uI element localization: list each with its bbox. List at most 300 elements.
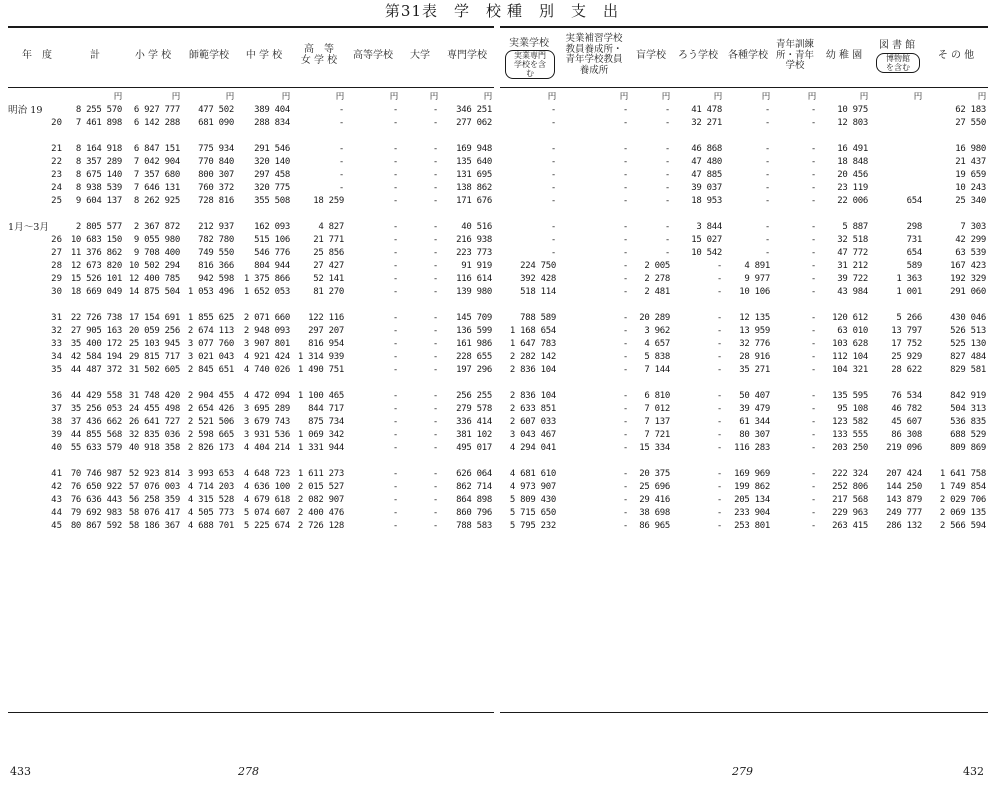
spacer-cell — [500, 130, 988, 143]
table-cell: 17 752 — [891, 339, 922, 349]
table-cell: 70 746 987 — [70, 469, 122, 479]
unit-cell: 円 — [171, 92, 180, 102]
table-cell: - — [622, 287, 628, 297]
table-cell: - — [716, 482, 722, 492]
table-cell: 171 676 — [456, 196, 492, 206]
table-cell: - — [764, 222, 770, 232]
table-cell: 205 134 — [734, 495, 770, 505]
table-cell: 2 904 455 — [187, 391, 234, 401]
page-number-far-right: 432 — [963, 765, 984, 778]
table-cell: 39 037 — [691, 183, 722, 193]
year-cell: 39 — [51, 430, 62, 440]
table-row — [8, 338, 494, 351]
header-middle: 中 学 校 — [245, 50, 283, 61]
table-cell: 58 186 367 — [128, 521, 180, 531]
table-cell: 10 502 294 — [128, 261, 180, 271]
table-cell: 95 108 — [837, 404, 868, 414]
table-cell: 167 423 — [950, 261, 986, 271]
table-cell — [870, 117, 924, 130]
table-cell: 18 848 — [837, 157, 868, 167]
table-cell: - — [392, 443, 398, 453]
table-cell: - — [810, 222, 816, 232]
table-row — [8, 325, 494, 338]
table-cell: 2 069 135 — [939, 508, 986, 518]
table-cell: 135 640 — [456, 157, 492, 167]
table-cell: 1 331 944 — [297, 443, 344, 453]
table-cell: 2 826 173 — [187, 443, 234, 453]
spacer-row — [8, 377, 494, 390]
table-cell: - — [622, 482, 628, 492]
table-cell: - — [392, 248, 398, 258]
table-cell: - — [622, 365, 628, 375]
table-row — [8, 234, 494, 247]
table-cell: 47 480 — [691, 157, 722, 167]
table-row — [8, 143, 494, 156]
table-cell: - — [810, 326, 816, 336]
table-cell: - — [810, 521, 816, 531]
table-title-right: 種 別 支 出 — [507, 2, 620, 20]
table-cell: 681 090 — [198, 118, 234, 128]
unit-cell: 円 — [859, 92, 868, 102]
table-cell: - — [764, 157, 770, 167]
table-cell: 4 688 701 — [187, 521, 234, 531]
table-cell: 6 927 777 — [133, 105, 180, 115]
table-cell: - — [432, 352, 438, 362]
table-cell: 8 255 570 — [75, 105, 122, 115]
year-cell: 26 — [51, 235, 62, 245]
table-row — [8, 195, 494, 208]
table-cell: - — [432, 196, 438, 206]
table-cell: - — [622, 469, 628, 479]
table-cell: - — [810, 482, 816, 492]
table-cell: 2 566 594 — [939, 521, 986, 531]
spacer-cell — [8, 455, 494, 468]
header-misc: 各種学校 — [728, 50, 768, 61]
table-cell: 143 879 — [886, 495, 922, 505]
table-row — [8, 429, 494, 442]
year-cell: 23 — [51, 170, 62, 180]
table-cell: 4 827 — [318, 222, 344, 232]
unit-cell: 円 — [661, 92, 670, 102]
table-cell: 29 416 — [639, 495, 670, 505]
year-cell: 36 — [51, 391, 62, 401]
table-cell: 203 250 — [832, 443, 868, 453]
table-cell: 52 923 814 — [128, 469, 180, 479]
table-cell: 3 907 801 — [243, 339, 290, 349]
expenditure-table-left — [8, 91, 494, 533]
table-cell: 18 953 — [691, 196, 722, 206]
table-cell: 219 096 — [886, 443, 922, 453]
year-cell: 32 — [51, 326, 62, 336]
header-blind: 盲学校 — [636, 50, 666, 61]
table-cell: - — [338, 170, 344, 180]
spacer-cell — [500, 455, 988, 468]
table-cell: - — [664, 196, 670, 206]
table-cell: 207 424 — [886, 469, 922, 479]
table-cell: - — [810, 430, 816, 440]
table-cell: 4 315 528 — [187, 495, 234, 505]
table-cell: 45 607 — [891, 417, 922, 427]
table-cell: 80 867 592 — [70, 521, 122, 531]
table-cell: 9 604 137 — [75, 196, 122, 206]
table-cell: - — [392, 417, 398, 427]
table-cell: - — [810, 183, 816, 193]
table-cell: - — [392, 339, 398, 349]
table-cell: 35 256 053 — [70, 404, 122, 414]
table-cell: 336 414 — [456, 417, 492, 427]
table-cell: 44 855 568 — [70, 430, 122, 440]
table-cell: 169 969 — [734, 469, 770, 479]
table-cell: - — [432, 521, 438, 531]
table-cell: 2 481 — [644, 287, 670, 297]
table-cell: - — [432, 482, 438, 492]
table-cell: 829 581 — [950, 365, 986, 375]
page-number-left: 278 — [238, 765, 259, 778]
header-vocational: 実業学校 — [509, 38, 549, 49]
table-cell: - — [392, 352, 398, 362]
table-cell: - — [392, 391, 398, 401]
table-row — [8, 221, 494, 234]
table-cell: 3 993 653 — [187, 469, 234, 479]
year-cell: 43 — [51, 495, 62, 505]
unit-cell: 円 — [713, 92, 722, 102]
table-cell: 80 307 — [739, 430, 770, 440]
table-row — [8, 403, 494, 416]
table-cell: 4 505 773 — [187, 508, 234, 518]
table-cell: 788 589 — [520, 313, 556, 323]
table-cell: 228 655 — [456, 352, 492, 362]
table-cell: - — [622, 144, 628, 154]
table-cell: - — [664, 235, 670, 245]
header-special: 専門学校 — [447, 50, 487, 61]
table-cell: 5 809 430 — [509, 495, 556, 505]
table-cell: 430 046 — [950, 313, 986, 323]
unit-cell: 円 — [429, 92, 438, 102]
table-cell: 138 862 — [456, 183, 492, 193]
table-cell: - — [716, 443, 722, 453]
year-cell: 28 — [51, 261, 62, 271]
table-cell: 546 776 — [254, 248, 290, 258]
table-cell: 320 140 — [254, 157, 290, 167]
table-row — [500, 442, 988, 455]
table-cell: 3 695 289 — [243, 404, 290, 414]
table-cell: 16 980 — [955, 144, 986, 154]
table-cell: 495 017 — [456, 443, 492, 453]
table-cell: 2 367 872 — [133, 222, 180, 232]
table-cell: - — [432, 170, 438, 180]
table-cell: - — [432, 157, 438, 167]
table-cell: 86 308 — [891, 430, 922, 440]
table-cell: 626 064 — [456, 469, 492, 479]
table-cell: 389 404 — [254, 105, 290, 115]
table-cell: - — [764, 170, 770, 180]
table-cell: 2 082 907 — [297, 495, 344, 505]
table-cell: - — [716, 339, 722, 349]
table-cell: - — [810, 417, 816, 427]
table-row — [500, 104, 988, 117]
table-cell: 40 516 — [461, 222, 492, 232]
table-cell: - — [622, 196, 628, 206]
table-cell: 7 012 — [644, 404, 670, 414]
spacer-row — [500, 455, 988, 468]
table-cell: 4 679 618 — [243, 495, 290, 505]
table-cell: 12 400 785 — [128, 274, 180, 284]
table-cell: - — [392, 521, 398, 531]
table-cell: 298 — [906, 222, 922, 232]
table-cell: - — [622, 261, 628, 271]
table-row — [8, 494, 494, 507]
table-cell: 7 303 — [960, 222, 986, 232]
table-cell: - — [622, 391, 628, 401]
table-cell: 12 135 — [739, 313, 770, 323]
table-cell: 1 647 783 — [509, 339, 556, 349]
table-row — [500, 507, 988, 520]
table-cell: - — [432, 274, 438, 284]
table-cell: 32 776 — [739, 339, 770, 349]
table-cell: - — [716, 495, 722, 505]
table-row — [500, 481, 988, 494]
table-cell: 1 168 654 — [509, 326, 556, 336]
table-cell: - — [664, 183, 670, 193]
table-cell: 816 954 — [308, 339, 344, 349]
year-cell: 38 — [51, 417, 62, 427]
table-cell: 654 — [906, 196, 922, 206]
table-cell: 15 526 101 — [70, 274, 122, 284]
table-cell: - — [392, 482, 398, 492]
table-cell: 526 513 — [950, 326, 986, 336]
table-row — [500, 429, 988, 442]
table-cell: 297 207 — [308, 326, 344, 336]
table-cell: 355 508 — [254, 196, 290, 206]
table-cell: 18 259 — [313, 196, 344, 206]
table-cell: 135 595 — [832, 391, 868, 401]
table-cell: 288 834 — [254, 118, 290, 128]
table-cell: - — [716, 417, 722, 427]
year-cell: 明治 19 — [8, 105, 43, 116]
table-cell: 223 773 — [456, 248, 492, 258]
table-row — [8, 247, 494, 260]
table-row — [500, 169, 988, 182]
table-cell: 5 838 — [644, 352, 670, 362]
table-cell: 47 885 — [691, 170, 722, 180]
table-cell: - — [338, 118, 344, 128]
table-cell: 145 709 — [456, 313, 492, 323]
table-cell: - — [392, 235, 398, 245]
table-cell: 17 154 691 — [128, 313, 180, 323]
table-cell: 136 599 — [456, 326, 492, 336]
table-cell: 139 980 — [456, 287, 492, 297]
table-cell: - — [338, 144, 344, 154]
table-cell: - — [622, 339, 628, 349]
table-cell: - — [392, 105, 398, 115]
table-row — [8, 273, 494, 286]
table-row — [500, 520, 988, 533]
table-cell: 76 650 922 — [70, 482, 122, 492]
table-cell: 233 904 — [734, 508, 770, 518]
table-cell: - — [716, 430, 722, 440]
table-cell: 5 266 — [896, 313, 922, 323]
unit-cell: 円 — [483, 92, 492, 102]
table-row — [500, 156, 988, 169]
table-cell: 6 810 — [644, 391, 670, 401]
table-cell: 13 959 — [739, 326, 770, 336]
table-cell: - — [622, 326, 628, 336]
table-row — [500, 117, 988, 130]
table-cell: - — [338, 105, 344, 115]
table-cell: 1 069 342 — [297, 430, 344, 440]
table-cell: 4 681 610 — [509, 469, 556, 479]
table-cell: 688 529 — [950, 430, 986, 440]
table-cell: - — [664, 248, 670, 258]
table-cell: 29 815 717 — [128, 352, 180, 362]
unit-row — [8, 91, 494, 104]
table-cell: 32 835 036 — [128, 430, 180, 440]
table-cell: 91 919 — [461, 261, 492, 271]
table-cell: 7 137 — [644, 417, 670, 427]
unit-cell: 円 — [761, 92, 770, 102]
bottom-rule-left — [8, 712, 494, 713]
table-cell: - — [392, 170, 398, 180]
spacer-row — [8, 130, 494, 143]
table-cell: 28 916 — [739, 352, 770, 362]
table-cell: 8 262 925 — [133, 196, 180, 206]
table-row — [8, 442, 494, 455]
table-cell: - — [810, 352, 816, 362]
table-cell: - — [810, 313, 816, 323]
table-row — [8, 390, 494, 403]
table-cell: 24 455 498 — [128, 404, 180, 414]
table-row — [500, 273, 988, 286]
table-cell: 9 977 — [744, 274, 770, 284]
table-cell: 86 965 — [639, 521, 670, 531]
table-cell: 862 714 — [456, 482, 492, 492]
table-cell: 23 119 — [837, 183, 868, 193]
table-cell: 11 376 862 — [70, 248, 122, 258]
table-cell: - — [764, 196, 770, 206]
table-cell: 2 278 — [644, 274, 670, 284]
table-cell: 297 458 — [254, 170, 290, 180]
table-cell: - — [550, 183, 556, 193]
table-cell: - — [432, 443, 438, 453]
table-cell: 504 313 — [950, 404, 986, 414]
year-cell: 44 — [51, 508, 62, 518]
table-cell: - — [716, 365, 722, 375]
table-cell: - — [810, 144, 816, 154]
table-cell: 25 929 — [891, 352, 922, 362]
table-cell: - — [432, 287, 438, 297]
table-cell: - — [716, 404, 722, 414]
table-cell: 112 104 — [832, 352, 868, 362]
table-cell: 144 250 — [886, 482, 922, 492]
table-row — [500, 260, 988, 273]
table-cell: 40 918 358 — [128, 443, 180, 453]
table-cell: - — [810, 170, 816, 180]
table-cell: - — [764, 183, 770, 193]
header-girls: 高 等 女 学 校 — [300, 44, 338, 66]
header-other: そ の 他 — [937, 50, 975, 61]
table-row — [500, 247, 988, 260]
table-cell: 10 683 150 — [70, 235, 122, 245]
table-row — [500, 234, 988, 247]
table-cell: 116 283 — [734, 443, 770, 453]
year-cell: 37 — [51, 404, 62, 414]
table-cell: 192 329 — [950, 274, 986, 284]
table-cell: 39 722 — [837, 274, 868, 284]
unit-cell: 円 — [619, 92, 628, 102]
table-row — [8, 156, 494, 169]
spacer-cell — [500, 377, 988, 390]
unit-cell: 円 — [547, 92, 556, 102]
table-row — [8, 117, 494, 130]
table-cell: 14 875 504 — [128, 287, 180, 297]
table-cell: - — [664, 144, 670, 154]
header-deaf: ろう学校 — [678, 50, 718, 61]
table-cell: 942 598 — [198, 274, 234, 284]
table-cell: 4 648 723 — [243, 469, 290, 479]
table-cell: 1 053 496 — [187, 287, 234, 297]
table-cell: - — [664, 105, 670, 115]
table-cell: 477 502 — [198, 105, 234, 115]
table-cell: 44 429 558 — [70, 391, 122, 401]
table-cell: 56 258 359 — [128, 495, 180, 505]
table-cell: 3 043 467 — [509, 430, 556, 440]
table-cell: 10 542 — [691, 248, 722, 258]
table-cell: 13 797 — [891, 326, 922, 336]
table-cell: - — [432, 105, 438, 115]
table-cell: 199 862 — [734, 482, 770, 492]
table-cell: 2 654 426 — [187, 404, 234, 414]
table-cell: 1 363 — [896, 274, 922, 284]
table-cell: - — [432, 235, 438, 245]
table-cell: - — [550, 235, 556, 245]
table-cell: 2 674 113 — [187, 326, 234, 336]
table-cell: 222 324 — [832, 469, 868, 479]
spacer-cell — [8, 299, 494, 312]
table-cell: 42 299 — [955, 235, 986, 245]
year-cell: 25 — [51, 196, 62, 206]
year-cell: 34 — [51, 352, 62, 362]
table-cell: 2 726 128 — [297, 521, 344, 531]
table-cell: - — [432, 222, 438, 232]
table-row — [8, 520, 494, 533]
table-cell: 3 931 536 — [243, 430, 290, 440]
table-cell: - — [622, 430, 628, 440]
table-row — [8, 286, 494, 299]
table-cell: 47 772 — [837, 248, 868, 258]
table-cell: 654 — [906, 248, 922, 258]
table-cell: 52 141 — [313, 274, 344, 284]
expenditure-table-right — [500, 91, 988, 533]
table-cell: 279 578 — [456, 404, 492, 414]
unit-row — [500, 91, 988, 104]
table-cell: 2 805 577 — [75, 222, 122, 232]
table-cell: 9 708 400 — [133, 248, 180, 258]
table-cell: 25 696 — [639, 482, 670, 492]
spacer-row — [500, 377, 988, 390]
table-cell: 392 428 — [520, 274, 556, 284]
table-row — [8, 468, 494, 481]
table-cell: - — [392, 404, 398, 414]
table-cell: 10 106 — [739, 287, 770, 297]
table-cell: 8 357 289 — [75, 157, 122, 167]
table-cell: 7 721 — [644, 430, 670, 440]
table-cell: 4 636 100 — [243, 482, 290, 492]
table-cell: 41 478 — [691, 105, 722, 115]
table-row — [8, 169, 494, 182]
table-cell: 16 491 — [837, 144, 868, 154]
table-cell: - — [810, 495, 816, 505]
table-cell: 2 633 851 — [509, 404, 556, 414]
